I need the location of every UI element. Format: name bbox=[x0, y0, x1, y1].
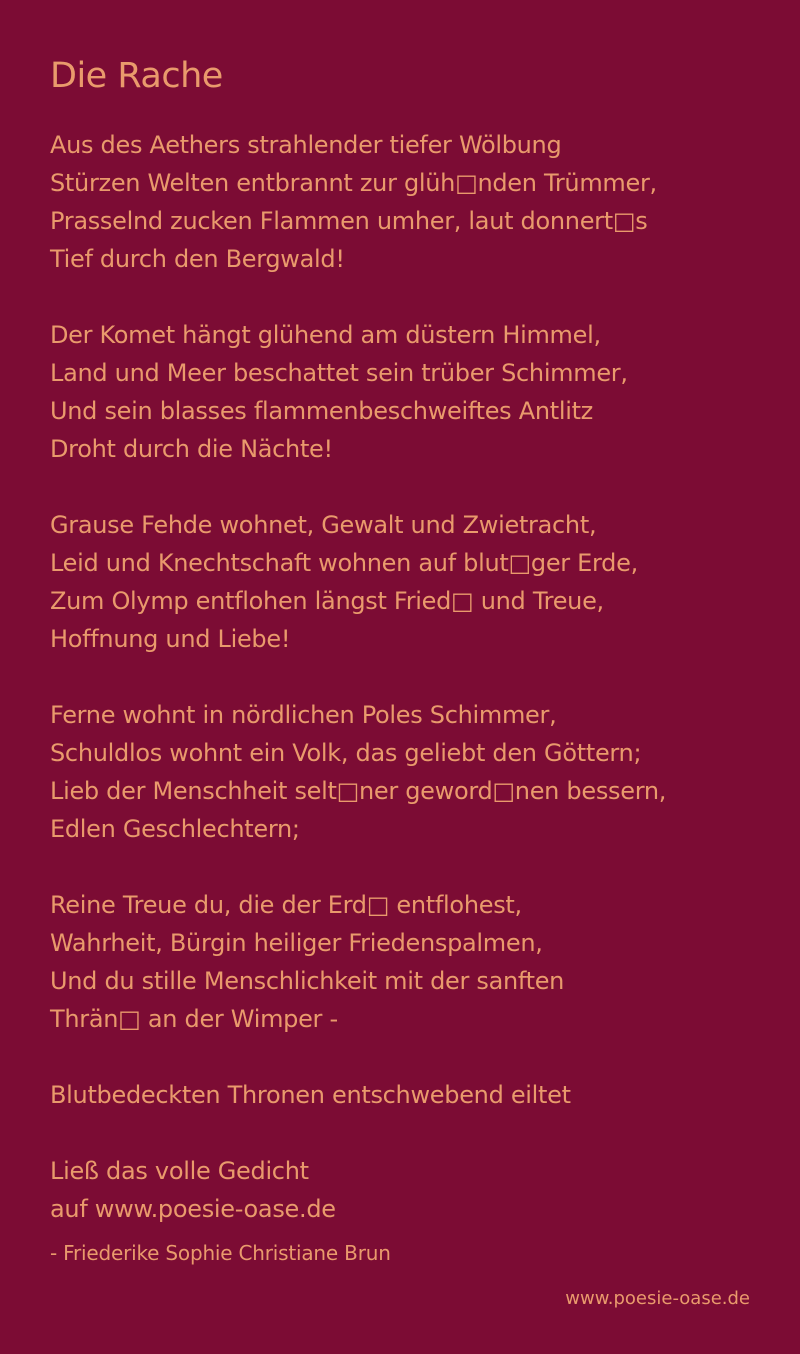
poem-line: Hoffnung und Liebe! bbox=[50, 625, 291, 653]
stanza-2 bbox=[50, 316, 770, 468]
poem-line: Und du stille Menschlichkeit mit der sanften bbox=[50, 967, 565, 995]
poem-line: Zum Olymp entflohen längst Fried□ und Treue, bbox=[50, 587, 604, 615]
stanza-1 bbox=[50, 126, 770, 278]
poem-line: Aus des Aethers strahlender tiefer Wölbung bbox=[50, 131, 562, 159]
poem-title: Die Rache bbox=[50, 56, 223, 96]
stanza-3 bbox=[50, 506, 770, 658]
poem-line: Schuldlos wohnt ein Volk, das geliebt den Göttern; bbox=[50, 739, 642, 767]
poem-line: Der Komet hängt glühend am düstern Himmel, bbox=[50, 321, 601, 349]
stanza-6 bbox=[50, 1076, 770, 1114]
poem-line: Grause Fehde wohnet, Gewalt und Zwietracht, bbox=[50, 511, 597, 539]
poem-line: Ferne wohnt in nördlichen Poles Schimmer, bbox=[50, 701, 557, 729]
author-attribution: - Friederike Sophie Christiane Brun bbox=[50, 1241, 391, 1265]
poem-line: Blutbedeckten Thronen entschwebend eiltet bbox=[50, 1081, 571, 1109]
poem-line: Reine Treue du, die der Erd□ entflohest, bbox=[50, 891, 522, 919]
poem-line: Droht durch die Nächte! bbox=[50, 435, 333, 463]
poem-line: Thrän□ an der Wimper - bbox=[50, 1005, 338, 1033]
poem-line: Prasselnd zucken Flammen umher, laut donnert□s bbox=[50, 207, 648, 235]
poem-line: Tief durch den Bergwald! bbox=[50, 245, 345, 273]
poem-line: Wahrheit, Bürgin heiliger Friedenspalmen, bbox=[50, 929, 543, 957]
poem-line: auf www.poesie-oase.de bbox=[50, 1195, 336, 1223]
stanza-4 bbox=[50, 696, 770, 848]
stanza-5 bbox=[50, 886, 770, 1038]
poem-line: Lieb der Menschheit selt□ner geword□nen bessern, bbox=[50, 777, 667, 805]
poem-line: Land und Meer beschattet sein trüber Schimmer, bbox=[50, 359, 628, 387]
poem-line: Leid und Knechtschaft wohnen auf blut□ger Erde, bbox=[50, 549, 638, 577]
poem-line: Ließ das volle Gedicht bbox=[50, 1157, 309, 1185]
poem-line: Edlen Geschlechtern; bbox=[50, 815, 300, 843]
poem-line: Und sein blasses flammenbeschweiftes Antlitz bbox=[50, 397, 593, 425]
poem-line: Stürzen Welten entbrannt zur glüh□nden Trümmer, bbox=[50, 169, 657, 197]
poem-body bbox=[50, 126, 770, 1266]
read-more-note bbox=[50, 1152, 770, 1228]
website-footer: www.poesie-oase.de bbox=[565, 1288, 750, 1309]
